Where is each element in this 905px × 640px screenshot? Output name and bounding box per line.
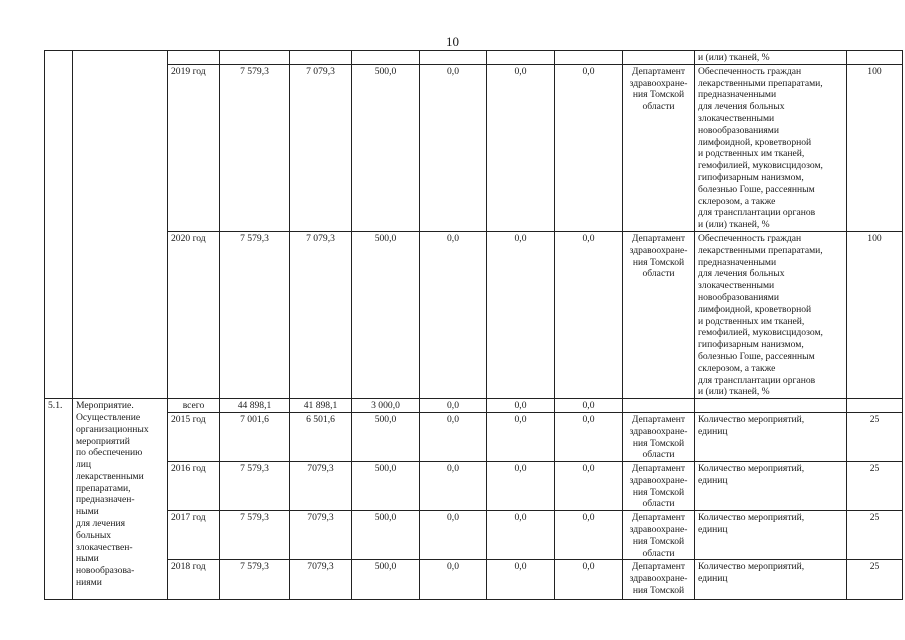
reg-cell: 500,0 (352, 462, 420, 511)
executor-cell: Департамент здравоохране- ния Томской области (623, 64, 695, 231)
target-cell (847, 51, 903, 65)
year-cell: 2016 год (168, 462, 220, 511)
total-cell: 7 579,3 (220, 231, 290, 398)
extra-cell (487, 51, 555, 65)
measure-number: 5.1. (45, 399, 73, 600)
number-cell-empty (45, 51, 73, 399)
table-row-continuation (45, 51, 903, 65)
loc-cell: 0,0 (420, 399, 487, 413)
target-cell: 25 (847, 412, 903, 461)
indicator-cell: и (или) тканей, % (695, 51, 847, 65)
total-cell (220, 51, 290, 65)
indicator-cell: Обеспеченность граждан лекарственными препаратами, предназначенными для лечения больных злокачественными новообразованиями лимфоидной, кроветворной и родственных им тканей, гемофилией, муковисцидозом, гипофизарным нанизмом, болезнью Гоше, рассеянным склерозом, а также для трансплантации органов и (или) тканей, % (695, 231, 847, 398)
other-cell: 0,0 (555, 560, 623, 600)
other-cell: 0,0 (555, 399, 623, 413)
extra-cell: 0,0 (487, 231, 555, 398)
loc-cell: 0,0 (420, 462, 487, 511)
executor-cell (623, 399, 695, 413)
fed-cell: 7079,3 (290, 511, 352, 560)
executor-cell: Департамент здравоохране- ния Томской области (623, 511, 695, 560)
table-row-total (45, 399, 903, 413)
executor-cell: Департамент здравоохране- ния Томской области (623, 231, 695, 398)
indicator-cell: Количество мероприятий, единиц (695, 511, 847, 560)
executor-cell: Департамент здравоохране- ния Томской области (623, 412, 695, 461)
fed-cell: 7079,3 (290, 462, 352, 511)
measure-name: Мероприятие. Осуществление организационных мероприятий по обеспечению лиц лекарственными препаратами, предназначен- ными для лечения больных злокачествен- ными новообразова- ниями (73, 399, 168, 600)
executor-cell: Департамент здравоохране- ния Томской области (623, 462, 695, 511)
year-cell: 2017 год (168, 511, 220, 560)
reg-cell: 500,0 (352, 64, 420, 231)
target-cell: 25 (847, 560, 903, 600)
page-number: 10 (446, 34, 459, 49)
reg-cell: 500,0 (352, 511, 420, 560)
fed-cell: 6 501,6 (290, 412, 352, 461)
total-cell: 7 579,3 (220, 64, 290, 231)
extra-cell: 0,0 (487, 412, 555, 461)
target-cell (847, 399, 903, 413)
table-row-2019 (45, 64, 903, 231)
target-cell: 100 (847, 231, 903, 398)
loc-cell: 0,0 (420, 511, 487, 560)
year-cell: 2019 год (168, 64, 220, 231)
loc-cell: 0,0 (420, 231, 487, 398)
year-cell: 2018 год (168, 560, 220, 600)
executor-cell (623, 51, 695, 65)
target-cell: 25 (847, 462, 903, 511)
reg-cell (352, 51, 420, 65)
other-cell (555, 51, 623, 65)
fed-cell: 41 898,1 (290, 399, 352, 413)
fed-cell (290, 51, 352, 65)
table-row-2015 (45, 412, 903, 461)
loc-cell: 0,0 (420, 412, 487, 461)
indicator-cell: Обеспеченность граждан лекарственными препаратами, предназначенными для лечения больных злокачественными новообразованиями лимфоидной, кроветворной и родственных им тканей, гемофилией, муковисцидозом, гипофизарным нанизмом, болезнью Гоше, рассеянным склерозом, а также для трансплантации органов и (или) тканей, % (695, 64, 847, 231)
extra-cell: 0,0 (487, 462, 555, 511)
total-cell: 7 579,3 (220, 560, 290, 600)
table-row-2018 (45, 560, 903, 600)
fed-cell: 7 079,3 (290, 64, 352, 231)
table-row-2016 (45, 462, 903, 511)
total-cell: 44 898,1 (220, 399, 290, 413)
loc-cell: 0,0 (420, 64, 487, 231)
loc-cell (420, 51, 487, 65)
program-table (44, 50, 903, 600)
year-cell: 2020 год (168, 231, 220, 398)
other-cell: 0,0 (555, 231, 623, 398)
indicator-cell: Количество мероприятий, единиц (695, 462, 847, 511)
extra-cell: 0,0 (487, 399, 555, 413)
extra-cell: 0,0 (487, 64, 555, 231)
indicator-cell (695, 399, 847, 413)
table-row-2020 (45, 231, 903, 398)
reg-cell: 500,0 (352, 231, 420, 398)
year-cell: 2015 год (168, 412, 220, 461)
reg-cell: 500,0 (352, 560, 420, 600)
reg-cell: 500,0 (352, 412, 420, 461)
extra-cell: 0,0 (487, 560, 555, 600)
other-cell: 0,0 (555, 412, 623, 461)
indicator-cell: Количество мероприятий, единиц (695, 412, 847, 461)
total-cell: 7 579,3 (220, 462, 290, 511)
fed-cell: 7079,3 (290, 560, 352, 600)
table-row-2017 (45, 511, 903, 560)
other-cell: 0,0 (555, 511, 623, 560)
target-cell: 25 (847, 511, 903, 560)
year-cell (168, 51, 220, 65)
executor-cell: Департамент здравоохране- ния Томской (623, 560, 695, 600)
other-cell: 0,0 (555, 64, 623, 231)
total-cell: 7 579,3 (220, 511, 290, 560)
fed-cell: 7 079,3 (290, 231, 352, 398)
target-cell: 100 (847, 64, 903, 231)
extra-cell: 0,0 (487, 511, 555, 560)
total-cell: 7 001,6 (220, 412, 290, 461)
loc-cell: 0,0 (420, 560, 487, 600)
reg-cell: 3 000,0 (352, 399, 420, 413)
indicator-cell: Количество мероприятий, единиц (695, 560, 847, 600)
year-cell: всего (168, 399, 220, 413)
name-cell-empty (73, 51, 168, 399)
other-cell: 0,0 (555, 462, 623, 511)
